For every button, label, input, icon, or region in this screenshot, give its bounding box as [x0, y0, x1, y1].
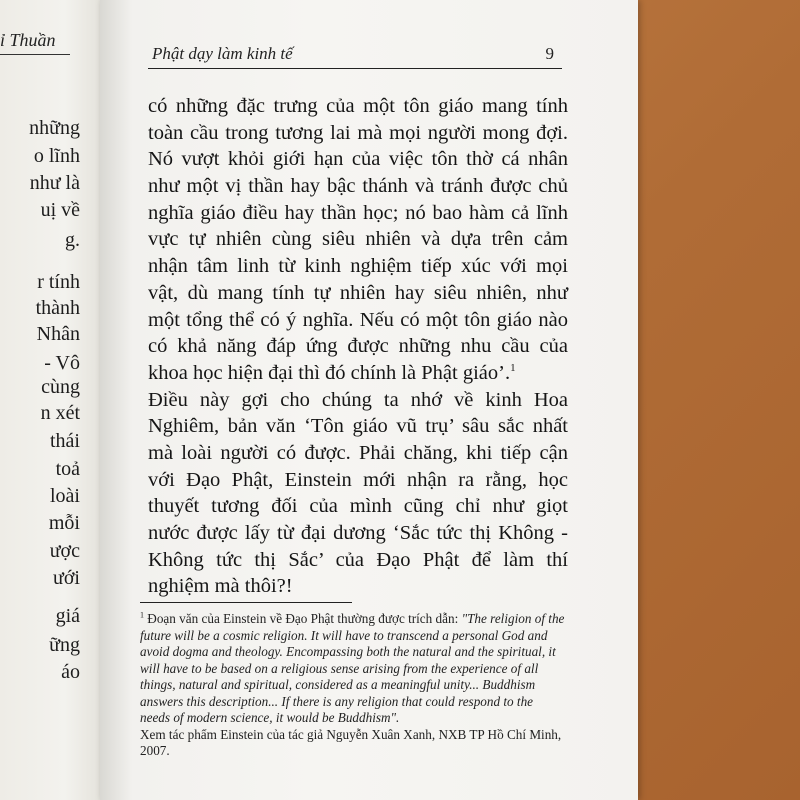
body-line [148, 253, 568, 280]
body-line-text: nghĩa giáo điều hay thần học; nó bao hàm cả lĩnh [148, 201, 568, 224]
left-page-line: áo [61, 661, 80, 683]
body-line-text: vật, dù mang tính tự nhiên hay siêu nhiên, như [148, 281, 568, 304]
left-page-line: ững [49, 634, 80, 656]
left-page-line: thành [35, 297, 80, 319]
footnote-quote-line: avoid dogma and theology. Encompassing both the natural and the spiritual, it [140, 644, 556, 659]
body-line-text: có khả năng đáp ứng được những nhu cầu của [148, 335, 568, 358]
body-line [148, 93, 568, 120]
footnote-quote-line: needs of modern science, it would be Buddhism". [140, 710, 400, 725]
left-page-line: r tính [37, 271, 80, 293]
footnote-marker: 1 [140, 610, 144, 620]
body-line-text: thuyết tương đối của mình cũng chỉ như giọt [148, 495, 568, 518]
left-page-line: cùng [41, 376, 80, 398]
footnote-source-line: Xem tác phẩm Einstein của tác giả Nguyễn Xuân Xanh, NXB TP Hồ Chí Minh, [140, 726, 562, 742]
left-page-line: uị về [40, 199, 80, 221]
left-page-line: ược [49, 540, 80, 562]
left-page-line: - Vô [44, 352, 80, 374]
body-line [148, 440, 568, 467]
left-page-line: thái [50, 430, 80, 452]
left-page-line: mỗi [48, 512, 80, 534]
footnote-source-line: 2007. [140, 743, 170, 758]
body-line [148, 360, 568, 387]
footnote-quote-line: will have to be based on a religious sense arising from the experience of all [140, 660, 539, 676]
body-line [148, 173, 568, 200]
left-page-line: g. [65, 229, 80, 251]
body-line [148, 387, 568, 414]
left-header-rule [0, 54, 70, 55]
header-rule [148, 68, 562, 69]
body-line-text: nước được lấy từ đại dương ‘Sắc tức thị Không - [148, 522, 568, 544]
body-line-text: Nó vượt khỏi giới hạn của việc tôn thờ cá nhân [148, 148, 568, 171]
left-page-line: giá [55, 605, 80, 627]
body-line [148, 467, 568, 494]
running-title: Phật dạy làm kinh tế [152, 44, 293, 63]
body-line [148, 493, 568, 520]
footnote-intro: Đoạn văn của Einstein về Đạo Phật thường được trích dẫn: [144, 611, 462, 626]
body-line [148, 146, 568, 173]
body-text [148, 93, 568, 600]
left-page-line: như là [29, 172, 80, 194]
left-running-header: ỉ Thuần [0, 30, 56, 50]
footnote-rule [140, 602, 352, 603]
body-line-text: khoa học hiện đại thì đó chính là Phật giáo’. [148, 361, 511, 384]
body-line-text: như một vị thần hay bậc thánh và tránh được chủ [148, 175, 568, 198]
body-line [148, 413, 568, 440]
body-line-text: vực tự nhiên cùng siêu nhiên và dựa trên cảm [148, 228, 568, 251]
footnote-quote: "The religion of the [461, 611, 565, 626]
footnote-quote-line: things, natural and spiritual, considered as a meaningful unity... Buddhism [140, 677, 536, 692]
body-line [148, 333, 568, 360]
left-page-line: những [29, 117, 80, 139]
footnote-quote-line: future will be a cosmic religion. It will have to transcend a personal God and [140, 627, 548, 643]
body-line [148, 307, 568, 334]
footnote-quote-line: answers this description... If there is any religion that could respond to the [140, 693, 534, 709]
body-line-text: với Đạo Phật, Einstein mới nhận ra rằng, học [148, 468, 568, 491]
body-line-text: có những đặc trưng của một tôn giáo mang tính [148, 95, 568, 117]
left-page-line: toả [55, 458, 80, 480]
body-line [148, 520, 568, 547]
body-line-text: mà loài người có được. Phải chăng, khi tiếp cận [148, 441, 568, 464]
body-line-text: một tổng thể có ý nghĩa. Nếu có một tôn giáo nào [148, 308, 568, 331]
body-line [148, 547, 568, 574]
footnote-reference: 1 [510, 362, 516, 375]
body-line-text: Không tức thị Sắc’ của Đạo Phật để làm thí [148, 548, 568, 571]
body-line [148, 573, 568, 600]
running-header [148, 44, 562, 68]
left-page [0, 0, 108, 800]
body-line-text: toàn cầu trong tương lai mà mọi người mong đợi. [148, 121, 568, 144]
body-line-text: Điều này gợi cho chúng ta nhớ về kinh Hoa [148, 388, 568, 411]
body-line [148, 280, 568, 307]
left-page-line: o lĩnh [33, 145, 80, 167]
body-line [148, 226, 568, 253]
footnote-line [140, 611, 580, 628]
body-line [148, 120, 568, 147]
left-page-line: ưới [53, 567, 80, 589]
body-line-text: Nghiêm, bản văn ‘Tôn giáo vũ trụ’ sâu sắc nhất [148, 415, 568, 438]
body-line [148, 200, 568, 227]
page-number: 9 [545, 44, 554, 63]
body-line-text: nhận tâm linh từ kinh nghiệm tiếp xúc với mọi [148, 255, 568, 278]
body-line-text: nghiệm mà thôi?! [148, 575, 293, 598]
footnote [140, 611, 580, 760]
left-page-line: Nhân [36, 323, 80, 345]
left-page-line: n xét [40, 402, 80, 424]
left-page-line: loài [50, 485, 80, 507]
